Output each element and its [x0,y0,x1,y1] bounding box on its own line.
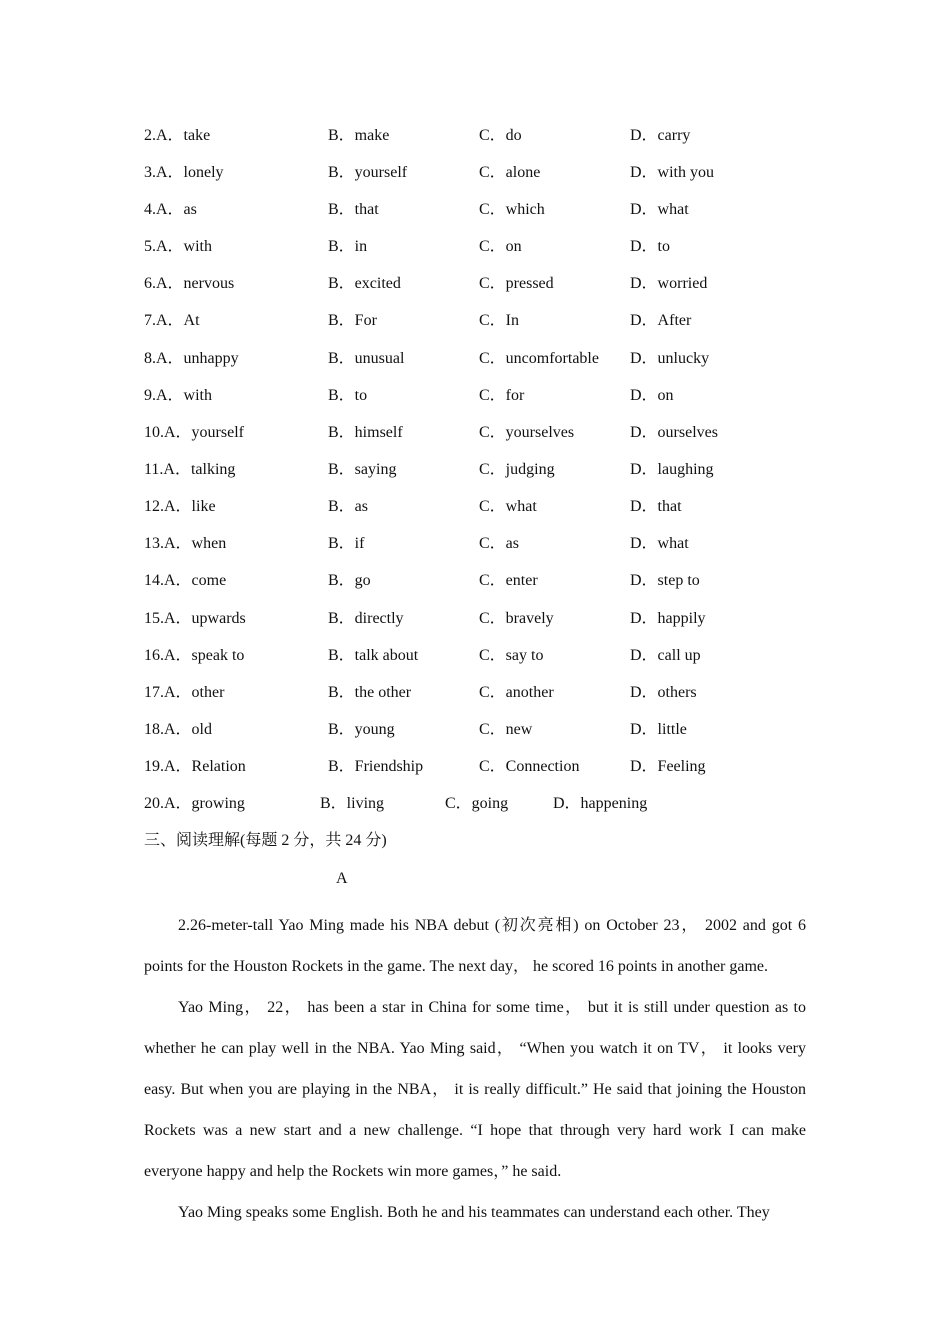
option-a: 17.A．other [144,684,225,701]
option-c: C．pressed [479,275,554,292]
option-a: 4.A．as [144,201,197,218]
option-c: C．new [479,721,533,738]
option-b: B．if [328,535,365,552]
option-d: D．others [630,684,697,701]
option-d: D．with you [630,164,715,181]
option-a: 10.A．yourself [144,424,244,441]
paragraph: Yao Ming， 22， has been a star in China for some time， but it is still under question as to whether he can play well in the NBA. Yao Ming said， “When you watch it on TV， it looks very easy. But when you are playing in the NBA， it is really difficult.” He said that joining the Houston Rockets was a new start and a new challenge. “I hope that through very hard work I can make everyone happy and help the Rockets win more games，” he said. [144,999,806,1180]
option-c: C．bravely [479,610,554,627]
option-b: B．excited [328,275,401,292]
option-c: C．say to [479,647,544,664]
option-b: B．young [328,721,395,738]
option-b: B．the other [328,684,412,701]
option-a: 9.A．with [144,387,213,404]
option-b: B．yourself [328,164,408,181]
option-a: 12.A．like [144,498,216,515]
option-d: D．ourselves [630,424,718,441]
option-c: C．enter [479,572,538,589]
option-b: B．that [328,201,379,218]
option-b: B．talk about [328,647,419,664]
option-c: C．as [479,535,520,552]
option-a: 6.A．nervous [144,275,235,292]
option-c: C．for [479,387,525,404]
option-a: 13.A．when [144,535,227,552]
option-d: D．carry [630,127,691,144]
option-a: 5.A．with [144,238,213,255]
paragraph: 2.26-meter-tall Yao Ming made his NBA debut (初次亮相) on October 23， 2002 and got 6 points for the Houston Rockets in the game. The next day， he scored 16 points in another game. [144,917,806,975]
option-b: B．himself [328,424,403,441]
option-b: B．to [328,387,368,404]
option-d: D．worried [630,275,708,292]
option-d: D．happening [553,795,648,812]
option-b: B．go [328,572,371,589]
option-d: D．what [630,535,689,552]
option-a: 19.A．Relation [144,758,246,775]
option-c: C．alone [479,164,541,181]
option-d: D．on [630,387,674,404]
option-b: B．unusual [328,350,405,367]
option-c: C．do [479,127,522,144]
option-c: C．In [479,312,520,329]
option-c: C．another [479,684,554,701]
option-b: B．in [328,238,368,255]
option-d: D．happily [630,610,706,627]
option-b: B．as [328,498,369,515]
option-d: D．laughing [630,461,714,478]
option-d: D．step to [630,572,700,589]
option-b: B．Friendship [328,758,424,775]
option-b: B．directly [328,610,404,627]
option-a: 3.A．lonely [144,164,224,181]
option-a: 15.A．upwards [144,610,246,627]
option-d: D．little [630,721,687,738]
option-d: D．to [630,238,671,255]
reading-passage [144,905,806,1233]
option-b: B．living [320,795,385,812]
option-b: B．make [328,127,390,144]
option-b: B．For [328,312,377,329]
option-c: C．judging [479,461,555,478]
option-c: C．uncomfortable [479,350,599,367]
option-a: 14.A．come [144,572,227,589]
option-c: C．on [479,238,522,255]
option-b: B．saying [328,461,397,478]
option-c: C．what [479,498,537,515]
option-a: 8.A．unhappy [144,350,239,367]
option-a: 16.A．speak to [144,647,245,664]
option-d: D．unlucky [630,350,710,367]
passage-letter: A [336,870,348,887]
option-d: D．After [630,312,692,329]
option-a: 20.A．growing [144,795,245,812]
option-a: 18.A．old [144,721,213,738]
option-a: 7.A．At [144,312,200,329]
paragraph: Yao Ming speaks some English. Both he and his teammates can understand each other. They [178,1204,770,1221]
option-a: 2.A．take [144,127,211,144]
section-title: 三、阅读理解(每题 2 分，共 24 分) [144,832,387,849]
option-c: C．which [479,201,545,218]
option-d: D．what [630,201,689,218]
option-c: C．yourselves [479,424,575,441]
option-d: D．call up [630,647,701,664]
option-d: D．that [630,498,682,515]
option-c: C．Connection [479,758,580,775]
option-d: D．Feeling [630,758,706,775]
option-c: C．going [445,795,509,812]
option-a: 11.A．talking [144,461,236,478]
